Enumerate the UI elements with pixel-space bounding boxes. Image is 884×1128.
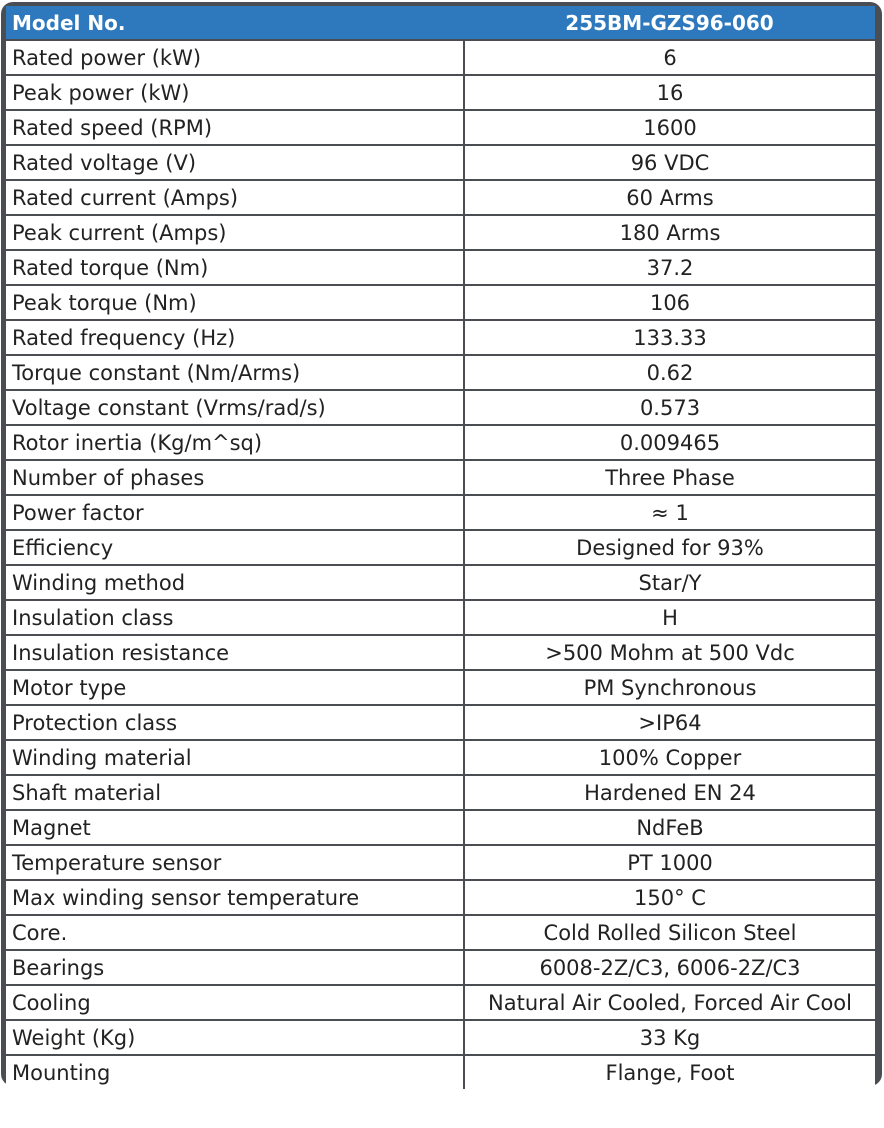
spec-parameter-label: Peak torque (Nm) bbox=[6, 285, 464, 320]
spec-parameter-label: Power factor bbox=[6, 495, 464, 530]
spec-parameter-value: Hardened EN 24 bbox=[464, 775, 875, 810]
spec-parameter-label: Cooling bbox=[6, 985, 464, 1020]
spec-parameter-value: 60 Arms bbox=[464, 180, 875, 215]
spec-parameter-value: 16 bbox=[464, 75, 875, 110]
spec-parameter-label: Rated voltage (V) bbox=[6, 145, 464, 180]
spec-parameter-value: Designed for 93% bbox=[464, 530, 875, 565]
spec-parameter-label: Number of phases bbox=[6, 460, 464, 495]
spec-parameter-label: Core. bbox=[6, 915, 464, 950]
table-row bbox=[6, 670, 875, 705]
spec-parameter-label: Insulation class bbox=[6, 600, 464, 635]
spec-parameter-value: 106 bbox=[464, 285, 875, 320]
spec-parameter-value: >IP64 bbox=[464, 705, 875, 740]
table-row bbox=[6, 285, 875, 320]
spec-parameter-label: Rated torque (Nm) bbox=[6, 250, 464, 285]
table-row bbox=[6, 565, 875, 600]
spec-parameter-label: Rated power (kW) bbox=[6, 40, 464, 75]
spec-parameter-label: Rated speed (RPM) bbox=[6, 110, 464, 145]
model-no-header: Model No. bbox=[12, 10, 126, 35]
spec-parameter-value: 33 Kg bbox=[464, 1020, 875, 1055]
spec-parameter-value: 96 VDC bbox=[464, 145, 875, 180]
spec-parameter-label: Temperature sensor bbox=[6, 845, 464, 880]
table-header-row bbox=[6, 6, 875, 40]
table-row bbox=[6, 390, 875, 425]
spec-parameter-value: 0.62 bbox=[464, 355, 875, 390]
spec-parameter-label: Rated frequency (Hz) bbox=[6, 320, 464, 355]
spec-parameter-value: H bbox=[464, 600, 875, 635]
spec-parameter-label: Bearings bbox=[6, 950, 464, 985]
spec-parameter-label: Voltage constant (Vrms/rad/s) bbox=[6, 390, 464, 425]
table-row bbox=[6, 775, 875, 810]
spec-parameter-label: Magnet bbox=[6, 810, 464, 845]
spec-parameter-value: 6008-2Z/C3, 6006-2Z/C3 bbox=[464, 950, 875, 985]
table-row bbox=[6, 985, 875, 1020]
spec-parameter-value: 0.009465 bbox=[464, 425, 875, 460]
table-row bbox=[6, 705, 875, 740]
spec-parameter-label: Efficiency bbox=[6, 530, 464, 565]
table-row bbox=[6, 425, 875, 460]
table-row bbox=[6, 320, 875, 355]
table-row bbox=[6, 635, 875, 670]
spec-parameter-value: PT 1000 bbox=[464, 845, 875, 880]
spec-parameter-value: 6 bbox=[464, 40, 875, 75]
spec-parameter-label: Weight (Kg) bbox=[6, 1020, 464, 1055]
table-row bbox=[6, 1055, 875, 1089]
table-row bbox=[6, 355, 875, 390]
table-row bbox=[6, 495, 875, 530]
table-row bbox=[6, 740, 875, 775]
spec-parameter-value: 100% Copper bbox=[464, 740, 875, 775]
spec-parameter-value: NdFeB bbox=[464, 810, 875, 845]
spec-table-frame bbox=[1, 2, 882, 1086]
table-row bbox=[6, 40, 875, 75]
table-row bbox=[6, 215, 875, 250]
spec-parameter-value: PM Synchronous bbox=[464, 670, 875, 705]
spec-parameter-label: Winding method bbox=[6, 565, 464, 600]
spec-parameter-label: Max winding sensor temperature bbox=[6, 880, 464, 915]
spec-parameter-value: >500 Mohm at 500 Vdc bbox=[464, 635, 875, 670]
table-row bbox=[6, 915, 875, 950]
spec-parameter-value: 133.33 bbox=[464, 320, 875, 355]
spec-parameter-value: Cold Rolled Silicon Steel bbox=[464, 915, 875, 950]
table-row bbox=[6, 145, 875, 180]
table-row bbox=[6, 110, 875, 145]
spec-table bbox=[6, 6, 875, 1089]
spec-parameter-label: Insulation resistance bbox=[6, 635, 464, 670]
spec-parameter-value: 180 Arms bbox=[464, 215, 875, 250]
spec-parameter-value: 0.573 bbox=[464, 390, 875, 425]
spec-parameter-label: Shaft material bbox=[6, 775, 464, 810]
spec-parameter-value: Natural Air Cooled, Forced Air Cool bbox=[464, 985, 875, 1020]
spec-parameter-label: Peak current (Amps) bbox=[6, 215, 464, 250]
spec-parameter-label: Rotor inertia (Kg/m^sq) bbox=[6, 425, 464, 460]
table-row bbox=[6, 1020, 875, 1055]
table-row bbox=[6, 810, 875, 845]
spec-parameter-label: Protection class bbox=[6, 705, 464, 740]
table-row bbox=[6, 880, 875, 915]
spec-parameter-label: Peak power (kW) bbox=[6, 75, 464, 110]
model-number-value: 255BM-GZS96-060 bbox=[565, 10, 774, 35]
spec-parameter-value: 37.2 bbox=[464, 250, 875, 285]
spec-parameter-label: Torque constant (Nm/Arms) bbox=[6, 355, 464, 390]
table-row bbox=[6, 460, 875, 495]
spec-parameter-value: 1600 bbox=[464, 110, 875, 145]
spec-parameter-label: Motor type bbox=[6, 670, 464, 705]
spec-table-body bbox=[6, 40, 875, 1089]
table-row bbox=[6, 250, 875, 285]
spec-parameter-value: Star/Y bbox=[464, 565, 875, 600]
table-row bbox=[6, 950, 875, 985]
spec-parameter-label: Mounting bbox=[6, 1055, 464, 1089]
table-row bbox=[6, 600, 875, 635]
table-row bbox=[6, 75, 875, 110]
table-row bbox=[6, 530, 875, 565]
spec-parameter-label: Rated current (Amps) bbox=[6, 180, 464, 215]
table-row bbox=[6, 845, 875, 880]
spec-parameter-value: 150° C bbox=[464, 880, 875, 915]
spec-parameter-value: Three Phase bbox=[464, 460, 875, 495]
spec-parameter-value: ≈ 1 bbox=[464, 495, 875, 530]
spec-parameter-value: Flange, Foot bbox=[464, 1055, 875, 1089]
table-row bbox=[6, 180, 875, 215]
spec-parameter-label: Winding material bbox=[6, 740, 464, 775]
